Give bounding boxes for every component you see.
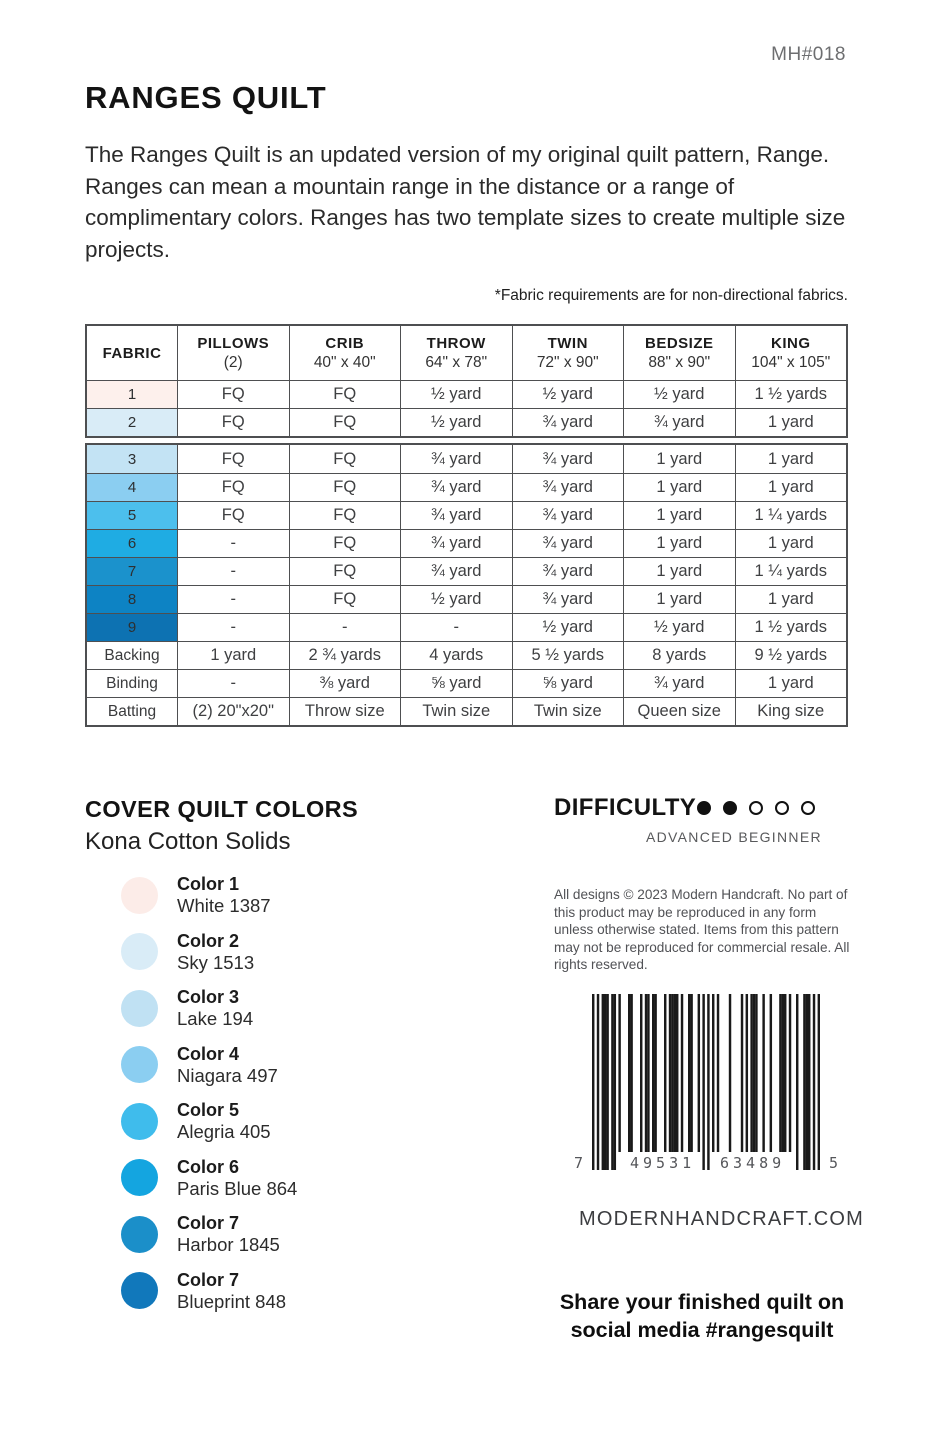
row-label-cell: Batting [87,697,177,725]
fabric-row-9 [87,613,846,641]
table-cell: King size [735,697,847,725]
color-label: Color 1 [177,874,240,894]
table-cell: FQ [289,473,401,501]
table-cell: - [177,585,289,613]
table-cell: FQ [289,585,401,613]
color-swatch-circle [121,1159,158,1196]
table-cell: - [177,669,289,697]
column-size: 104" x 105" [751,354,831,371]
column-label: BEDSIZE [644,335,714,352]
fabric-swatch-cell: 8 [87,585,177,613]
color-name: Sky 1513 [177,951,255,973]
table-header-cell [177,326,289,380]
table-cell: ½ yard [623,613,735,641]
table-cell: 1 yard [735,408,847,436]
table-cell: 1 yard [735,669,847,697]
table-cell: ⅝ yard [512,669,624,697]
website-url: MODERNHANDCRAFT.COM [579,1208,865,1230]
color-text [177,1156,297,1201]
table-header-row [87,326,846,380]
table-cell: 1 yard [735,585,847,613]
fabric-swatch-cell: 4 [87,473,177,501]
table-cell: 1 yard [735,445,847,473]
table-cell: ½ yard [623,380,735,408]
table-cell: ¾ yard [400,501,512,529]
barcode-digit-group: 7 [574,1154,584,1172]
table-cell: FQ [177,408,289,436]
table-cell: 1 ¼ yards [735,501,847,529]
barcode-digit-group: 5 [828,1154,838,1172]
color-name: Harbor 1845 [177,1234,280,1255]
fabric-row-5 [87,501,846,529]
table-cell: ½ yard [400,380,512,408]
color-swatch-circle [121,933,158,970]
table-cell: ¾ yard [512,473,624,501]
table-cell: 1 yard [177,641,289,669]
table-cell: FQ [289,529,401,557]
fabric-swatch-cell: 2 [87,408,177,436]
table-cell: ¾ yard [623,408,735,436]
table-cell: FQ [289,501,401,529]
fabric-swatch-cell: 3 [87,445,177,473]
table-cell: FQ [177,473,289,501]
fabric-swatch-cell: 6 [87,529,177,557]
page-title: RANGES QUILT [85,80,327,115]
table-cell: ¾ yard [512,557,624,585]
table-cell: 4 yards [400,641,512,669]
color-label: Color 2 [177,930,240,951]
color-text [177,1043,278,1088]
table-cell: 5 ½ yards [512,641,624,669]
table-header-cell [289,326,401,380]
table-cell: - [177,557,289,585]
barcode-digit-group: 49531 [630,1154,696,1172]
color-list-item [121,1212,297,1257]
table-cell: 1 ¼ yards [735,557,847,585]
color-text [177,986,253,1031]
color-name: White 1387 [177,895,271,916]
difficulty-dot-filled [697,801,711,815]
fabric-row-3 [87,445,846,473]
fabric-row-8 [87,585,846,613]
column-label: FABRIC [102,344,162,362]
difficulty-level-label: ADVANCED BEGINNER [646,829,822,845]
color-swatch-list [121,873,297,1325]
color-name: Lake 194 [177,1008,254,1029]
table-block-bottom [85,443,848,727]
table-header-cell [623,326,735,380]
upc-barcode [574,994,838,1172]
table-cell: ¾ yard [512,501,624,529]
color-text [177,930,254,975]
table-cell: Queen size [623,697,735,725]
color-label: Color 3 [177,987,240,1007]
table-cell: FQ [177,501,289,529]
table-cell: FQ [289,445,401,473]
color-swatch-circle [121,1103,158,1140]
color-swatch-circle [121,1272,158,1309]
color-name: Paris Blue 864 [177,1177,298,1199]
color-list-item [121,1269,297,1314]
cover-colors-subheading: Kona Cotton Solids [85,828,291,855]
table-cell: FQ [177,445,289,473]
barcode-digit-group: 63489 [720,1154,786,1172]
color-text [177,1269,286,1314]
table-cell: ½ yard [400,408,512,436]
table-cell: 1 yard [735,529,847,557]
difficulty-dot-empty [801,801,815,815]
column-size: 64" x 78" [425,354,488,371]
table-cell: ¾ yard [400,557,512,585]
difficulty-dot-empty [775,801,789,815]
table-cell: ½ yard [512,613,624,641]
copyright-text: All designs © 2023 Modern Handcraft. No part of this product may be reproduced in any form unless otherwise stated. Items from this pattern may not be reproduced for commercial resale. All rights reserved. [554,887,850,973]
color-list-item [121,1043,297,1088]
color-text [177,873,271,918]
table-cell: ¾ yard [512,529,624,557]
table-cell: ¾ yard [512,445,624,473]
table-cell: ⅜ yard [289,669,401,697]
table-header-cell [400,326,512,380]
color-label: Color 6 [177,1156,240,1177]
table-block-top [85,324,848,438]
difficulty-dot-empty [749,801,763,815]
cover-colors-heading: COVER QUILT COLORS [85,796,359,822]
color-label: Color 7 [177,1213,240,1233]
table-cell: - [400,613,512,641]
fabric-note: *Fabric requirements are for non-directional fabrics. [494,287,848,304]
table-cell: Twin size [512,697,624,725]
fabric-row-7 [87,557,846,585]
table-cell: Twin size [400,697,512,725]
table-header-cell [87,326,177,380]
table-cell: FQ [177,380,289,408]
difficulty-dot-filled [723,801,737,815]
table-row-backing [87,641,846,669]
column-size: 88" x 90" [648,354,711,371]
color-list-item [121,1099,297,1144]
pattern-description: The Ranges Quilt is an updated version of my original quilt pattern, Range. Ranges can mean a mountain range in the distance or a range of complimentary colors. Ranges has two template sizes to create multiple size projects. [85,142,846,262]
fabric-requirements-table [85,324,848,727]
table-cell: 1 yard [623,585,735,613]
share-callout [552,1288,852,1344]
row-label-cell: Backing [87,641,177,669]
fabric-swatch-cell: 1 [87,380,177,408]
column-label: CRIB [325,335,365,352]
table-row-binding [87,669,846,697]
table-cell: 1 yard [623,557,735,585]
table-cell: 1 yard [623,473,735,501]
table-cell: FQ [289,380,401,408]
table-cell: 1 yard [735,473,847,501]
document-code: MH#018 [771,44,846,65]
color-text [177,1099,271,1144]
color-list-item [121,930,297,975]
difficulty-dots [697,801,815,815]
color-swatch-circle [121,1046,158,1083]
fabric-swatch-cell: 7 [87,557,177,585]
fabric-row-4 [87,473,846,501]
table-header-cell [512,326,624,380]
column-size: 40" x 40" [313,354,376,371]
table-cell: ¾ yard [512,585,624,613]
color-label: Color 5 [177,1100,240,1120]
color-list-item [121,986,297,1031]
table-cell: - [177,529,289,557]
table-cell: 8 yards [623,641,735,669]
fabric-row-6 [87,529,846,557]
column-label: TWIN [547,335,588,352]
table-cell: ⅝ yard [400,669,512,697]
table-cell: 1 yard [623,501,735,529]
color-label: Color 7 [177,1269,240,1290]
color-text [177,1212,280,1257]
table-cell: 1 ½ yards [735,613,847,641]
table-cell: 1 ½ yards [735,380,847,408]
color-swatch-circle [121,1216,158,1253]
color-label: Color 4 [177,1043,240,1064]
table-cell: ½ yard [400,585,512,613]
fabric-swatch-cell: 9 [87,613,177,641]
barcode-bars [592,994,820,1170]
table-cell: 9 ½ yards [735,641,847,669]
color-list-item [121,1156,297,1201]
column-label: PILLOWS [197,335,270,352]
column-label: KING [771,335,811,352]
difficulty-heading: DIFFICULTY [554,794,697,821]
column-label: THROW [426,335,486,352]
table-cell: ¾ yard [400,529,512,557]
share-line-1: Share your finished quilt on [559,1290,845,1314]
table-row-batting [87,697,846,725]
color-name: Alegria 405 [177,1121,271,1142]
table-cell: ¾ yard [623,669,735,697]
fabric-swatch-cell: 5 [87,501,177,529]
table-cell: FQ [289,408,401,436]
table-cell: 1 yard [623,445,735,473]
table-cell: (2) 20"x20" [177,697,289,725]
table-cell: ¾ yard [400,473,512,501]
fabric-row-1 [87,380,846,408]
color-swatch-circle [121,990,158,1027]
table-header-cell [735,326,847,380]
color-name: Blueprint 848 [177,1290,287,1312]
table-cell: - [177,613,289,641]
fabric-row-2 [87,408,846,436]
share-line-2: social media #rangesquilt [570,1318,834,1342]
table-cell: ¾ yard [400,445,512,473]
table-cell: ¾ yard [512,408,624,436]
table-cell: ½ yard [512,380,624,408]
table-cell: Throw size [289,697,401,725]
color-swatch-circle [121,877,158,914]
color-name: Niagara 497 [177,1064,278,1086]
row-label-cell: Binding [87,669,177,697]
table-cell: 1 yard [623,529,735,557]
table-cell: 2 ¾ yards [289,641,401,669]
table-cell: - [289,613,401,641]
column-size: 72" x 90" [536,354,599,371]
table-cell: FQ [289,557,401,585]
color-list-item [121,873,297,918]
column-size: (2) [223,354,243,371]
